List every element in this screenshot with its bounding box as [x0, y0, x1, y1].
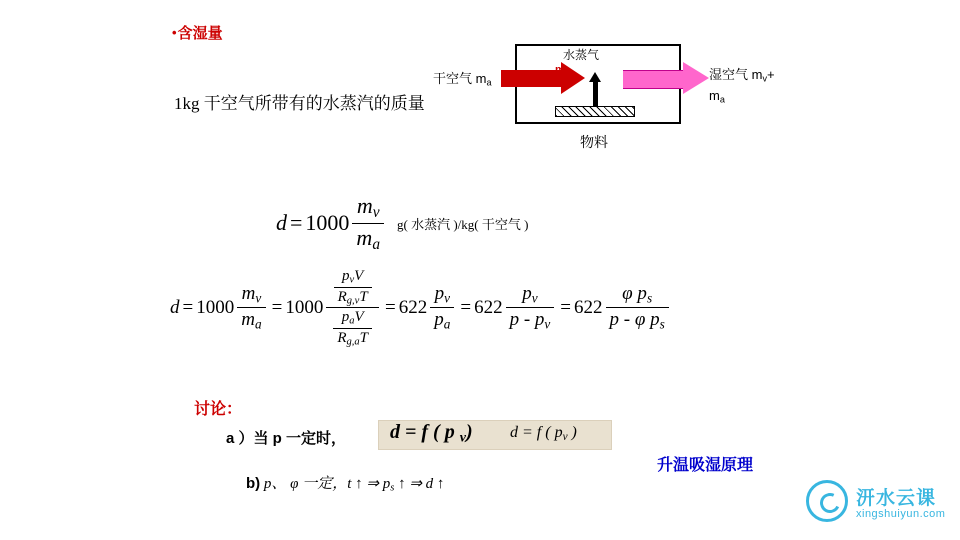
- highlight-formula-secondary: d = f ( $p_v$ ): [510, 424, 577, 443]
- vapor-label: 水蒸气: [563, 48, 600, 62]
- formula1-units: g( 水蒸汽 )/kg( 干空气 ): [397, 216, 529, 232]
- formula1-fraction: [352, 193, 384, 254]
- formula1-d: d: [276, 210, 287, 236]
- dry-air-arrow-icon: [501, 62, 587, 94]
- material-bed: [555, 106, 635, 117]
- page-title: [172, 22, 223, 43]
- page-title-text: 含湿量: [177, 25, 223, 42]
- formula2-eq2: =: [271, 296, 283, 318]
- formula1-equals: =: [290, 210, 303, 236]
- formula2-frac-pv-ppv: $\frac{p_v}{p - p_v}$: [506, 283, 555, 333]
- formula2-eq1: =: [182, 296, 194, 318]
- formula1-coefficient: 1000: [305, 210, 350, 236]
- discussion-label: 讨论：: [194, 401, 243, 418]
- formula2-c4: 622: [474, 296, 503, 318]
- formula2-frac-ideal-gas: $\frac{\frac{p_vV}{R_{g,v}T}}{\frac{p_aV}{R_{g,a}T}}$: [326, 268, 379, 348]
- formula2-eq5: =: [560, 296, 572, 318]
- formula1-denominator: $m_a$: [356, 224, 381, 253]
- watermark-logo-icon: [806, 480, 848, 522]
- formula2-eq3: =: [384, 296, 396, 318]
- highlight-formula-primary: d = f ( p $_v$): [390, 421, 473, 446]
- material-label: 物料: [580, 134, 608, 150]
- mv-label: $m_v$: [555, 64, 570, 77]
- formula2-c3: 622: [398, 296, 428, 318]
- principle-note: 升温吸湿原理: [657, 457, 754, 474]
- formula-expanded: [170, 268, 672, 348]
- formula1-numerator: $m_v$: [356, 193, 380, 221]
- formula-moisture-content: [276, 193, 528, 254]
- discussion-line-b: b) p、 φ 一定，t ↑ ⇒ $p_s$ ↑ ⇒ d ↑: [246, 475, 445, 494]
- wet-air-label: 湿空气 $m_v+$ $m_a$: [709, 67, 775, 105]
- bullet-dot-icon: •: [172, 25, 177, 40]
- formula2-eq4: =: [460, 296, 472, 318]
- formula2-frac-mass: $\frac{m_v}{m_a}$: [237, 283, 265, 333]
- formula2-c2: 1000: [285, 296, 324, 318]
- definition-text: 1kg 干空气所带有的水蒸汽的质量: [174, 94, 425, 113]
- watermark: [806, 480, 952, 534]
- formula2-d: d: [170, 296, 180, 318]
- formula2-frac-pv-pa: $\frac{p_v}{p_a}$: [430, 283, 454, 333]
- formula2-c5: 622: [574, 296, 603, 318]
- dry-air-label: 干空气 $m_a$: [433, 71, 492, 88]
- formula2-frac-phips: $\frac{\varphi p_s}{p - \varphi p_s}$: [606, 283, 669, 333]
- dryer-diagram: [433, 44, 775, 150]
- discussion-line-a: a ）当 p 一定时，: [226, 430, 347, 447]
- wet-air-arrow-icon: [623, 62, 715, 94]
- watermark-name: 汧水云课: [856, 488, 937, 509]
- watermark-url: xingshuiyun.com: [856, 508, 946, 520]
- formula2-c1: 1000: [196, 296, 235, 318]
